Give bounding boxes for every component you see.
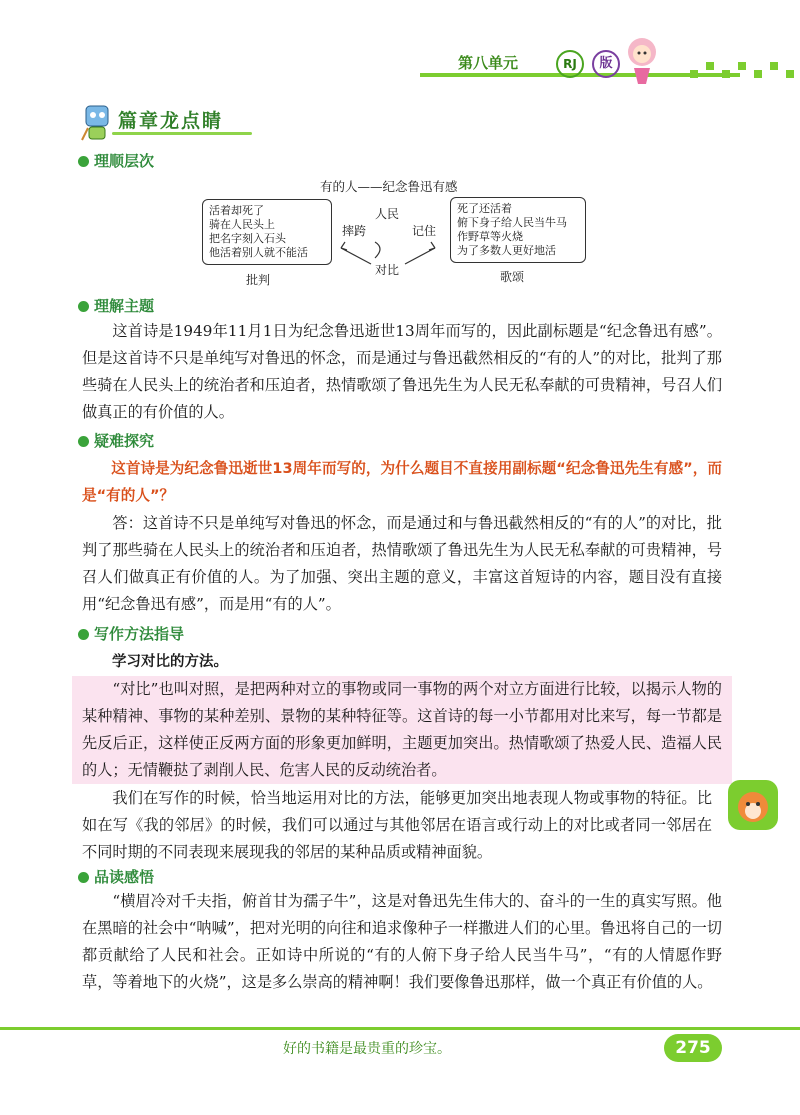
- banner-title: 篇章龙点睛: [118, 110, 224, 132]
- theme-paragraph: 这首诗是1949年11月1日为纪念鲁迅逝世13周年而写的，因此副标题是“纪念鲁迅有感”。但是这首诗不只是单纯写对鲁迅的怀念，而是通过与鲁迅截然相反的“有的人”的对比，批判了那些骑在人民头上的统治者和压迫者，热情歌颂了鲁迅先生为人民无私奉献的可贵精神，号召人们做真正的有价值的人。: [82, 322, 722, 421]
- section-header-reading: 品读感悟: [78, 866, 154, 887]
- fox-mascot-icon: [728, 780, 778, 830]
- question-text: 这首诗是为纪念鲁迅逝世13周年而写的，为什么题目不直接用副标题“纪念鲁迅先生有感”，而是“有的人”？: [82, 460, 722, 504]
- diagram-contrast: 对比: [375, 263, 400, 277]
- unit-title: 第八单元: [458, 54, 519, 72]
- edition-rj-badge: RJ: [556, 50, 584, 78]
- bullet-icon: [78, 436, 89, 447]
- checker-decoration: [690, 62, 800, 78]
- section-header-structure: 理顺层次: [78, 150, 154, 171]
- answer-text: 答：这首诗不只是单纯写对鲁迅的怀念，而是通过和与鲁迅截然相反的“有的人”的对比，批判了那些骑在人民头上的统治者和压迫者，热情歌颂了鲁迅先生为人民无私奉献的可贵精神，号召人们做真正有价值的人。为了加强、突出主题的意义，丰富这首短诗的内容，题目没有直接用“纪念鲁迅有感”，而是用“有的人”。: [82, 514, 722, 613]
- section-header-method: 写作方法指导: [78, 623, 184, 644]
- diagram-fall: 摔跨: [342, 224, 367, 238]
- bullet-icon: [78, 872, 89, 883]
- section-header-theme: 理解主题: [78, 295, 154, 316]
- edition-ban-badge: 版: [592, 50, 620, 78]
- method-subtitle: 学习对比的方法。: [112, 654, 228, 670]
- page-number: 275: [664, 1034, 722, 1062]
- bullet-icon: [78, 629, 89, 640]
- diagram-arrows: [335, 228, 445, 268]
- question-block: [82, 455, 722, 509]
- footer-rule: [0, 1027, 800, 1030]
- reading-paragraph: “横眉冷对千夫指，俯首甘为孺子牛”，这是对鲁迅先生伟大的、奋斗的一生的真实写照。他在黑暗的社会中“呐喊”，把对光明的向往和追求像种子一样撒进人们的心里。鲁迅将自己的一切都贡献给了人民和社会。正如诗中所说的“有的人俯下身子给人民当牛马”，“有的人情愿作野草，等着地下的火烧”，这是多么崇高的精神啊！我们要像鲁迅那样，做一个真正有价值的人。: [82, 892, 722, 991]
- girl-mascot-icon: [612, 28, 672, 88]
- bullet-icon: [78, 156, 89, 167]
- praise-caption: 歌颂: [500, 270, 525, 284]
- bullet-icon: [78, 301, 89, 312]
- robot-mascot-icon: [80, 100, 116, 142]
- diagram-title: 有的人——纪念鲁迅有感: [320, 179, 458, 194]
- method-highlight-block: “对比”也叫对照，是把两种对立的事物或同一事物的两个对立方面进行比较，以揭示人物的某种精神、事物的某种差别、景物的某种特征等。这首诗的每一小节都用对比来写，每一节都是先反后正，这样使正反两方面的形象更加鲜明，主题更加突出。热情歌颂了热爱人民、造福人民的人；无情鞭挞了剥削人民、危害人民的反动统治者。: [72, 676, 732, 784]
- answer-block: [82, 510, 722, 618]
- criticize-box: 活着却死了 骑在人民头上 把名字刻入石头 他活着别人就不能活: [202, 199, 332, 265]
- diagram-remember: 记住: [412, 224, 437, 238]
- criticize-caption: 批判: [246, 273, 271, 287]
- banner-underline: [112, 132, 252, 135]
- praise-box: 死了还活着 俯下身子给人民当牛马 作野草等火烧 为了多数人更好地活: [450, 197, 586, 263]
- footer-motto: 好的书籍是最贵重的珍宝。: [283, 1041, 451, 1057]
- diagram-people: 人民: [375, 207, 400, 221]
- method-paragraph: 我们在写作的时候，恰当地运用对比的方法，能够更加突出地表现人物或事物的特征。比如在写《我的邻居》的时候，我们可以通过与其他邻居在语言或行动上的对比或者同一邻居在不同时期的不同表现来展现我的邻居的某种品质或精神面貌。: [82, 789, 712, 861]
- section-header-question: 疑难探究: [78, 430, 154, 451]
